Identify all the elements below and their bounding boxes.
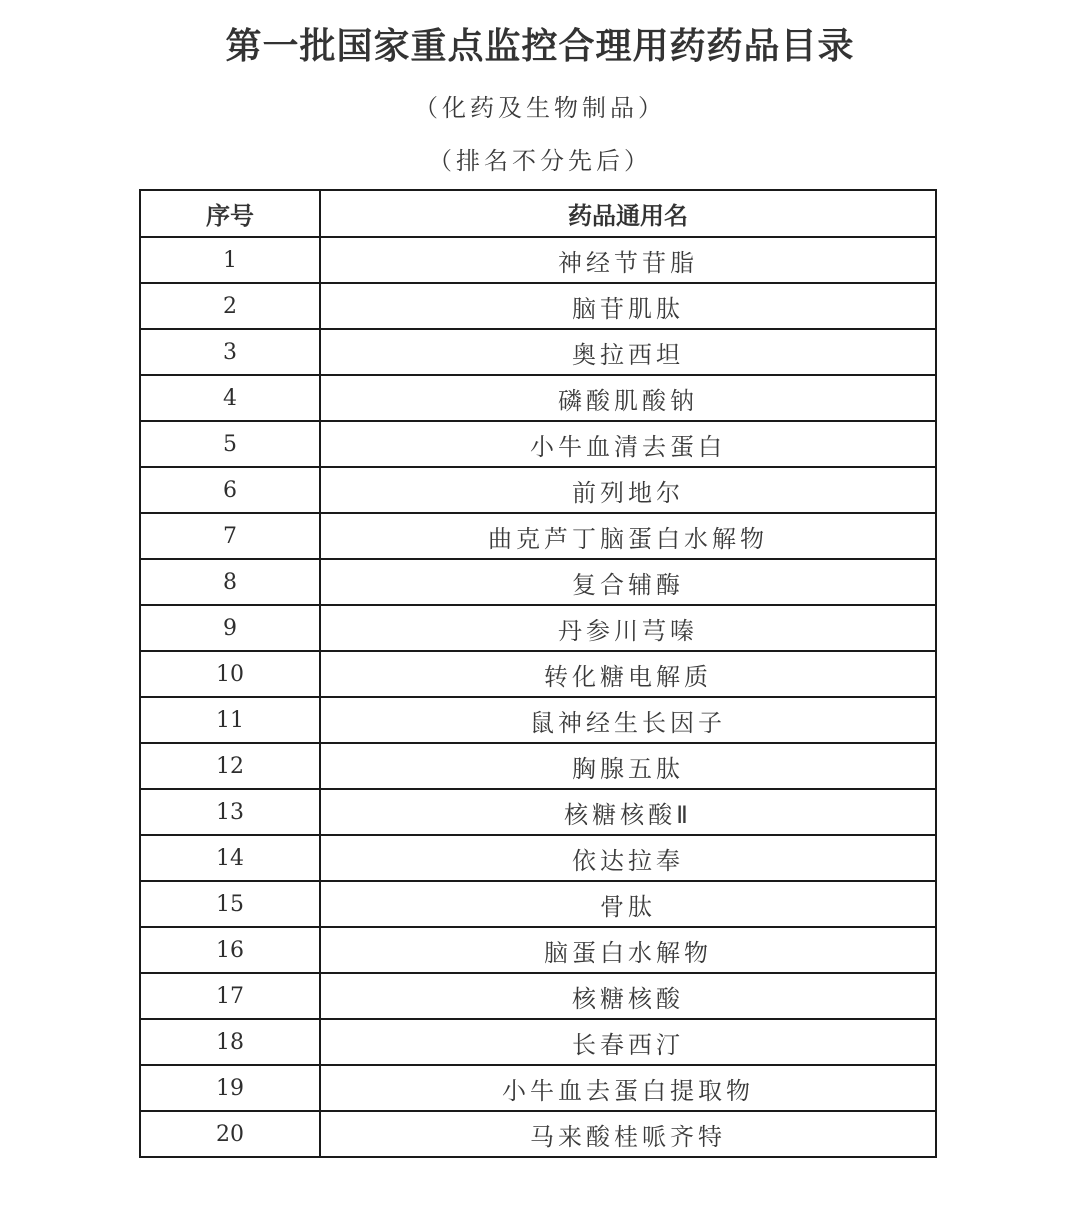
row-drug-name: 丹参川芎嗪 [320,605,936,651]
row-drug-name: 马来酸桂哌齐特 [320,1111,936,1157]
table-row [140,513,936,559]
table-row [140,927,936,973]
row-drug-name: 骨肽 [320,881,936,927]
row-serial-number: 17 [140,973,320,1019]
row-drug-name: 小牛血去蛋白提取物 [320,1065,936,1111]
row-drug-name: 脑蛋白水解物 [320,927,936,973]
drug-catalog-table [139,189,937,1158]
table-row [140,329,936,375]
row-serial-number: 14 [140,835,320,881]
table-row [140,1065,936,1111]
row-drug-name: 复合辅酶 [320,559,936,605]
table-row [140,651,936,697]
table-row [140,789,936,835]
row-serial-number: 8 [140,559,320,605]
row-serial-number: 18 [140,1019,320,1065]
row-serial-number: 12 [140,743,320,789]
row-serial-number: 11 [140,697,320,743]
row-serial-number: 10 [140,651,320,697]
row-serial-number: 7 [140,513,320,559]
document-subtitle-order-note: （排名不分先后） [428,147,652,175]
table-row [140,375,936,421]
header-serial-number: 序号 [140,190,320,237]
row-drug-name: 转化糖电解质 [320,651,936,697]
row-serial-number: 1 [140,237,320,283]
row-drug-name: 奥拉西坦 [320,329,936,375]
row-drug-name: 脑苷肌肽 [320,283,936,329]
row-drug-name: 核糖核酸Ⅱ [320,789,936,835]
table-row [140,1111,936,1157]
row-drug-name: 鼠神经生长因子 [320,697,936,743]
row-drug-name: 长春西汀 [320,1019,936,1065]
row-serial-number: 9 [140,605,320,651]
row-serial-number: 19 [140,1065,320,1111]
row-serial-number: 15 [140,881,320,927]
table-row [140,835,936,881]
row-serial-number: 4 [140,375,320,421]
table-row [140,283,936,329]
row-drug-name: 核糖核酸 [320,973,936,1019]
table-row [140,237,936,283]
row-drug-name: 磷酸肌酸钠 [320,375,936,421]
row-serial-number: 5 [140,421,320,467]
table-row [140,559,936,605]
row-drug-name: 神经节苷脂 [320,237,936,283]
table-row [140,743,936,789]
document-subtitle-category: （化药及生物制品） [414,94,666,122]
row-serial-number: 2 [140,283,320,329]
table-row [140,605,936,651]
table-row [140,467,936,513]
table-row [140,421,936,467]
row-drug-name: 依达拉奉 [320,835,936,881]
row-serial-number: 6 [140,467,320,513]
row-drug-name: 小牛血清去蛋白 [320,421,936,467]
row-drug-name: 曲克芦丁脑蛋白水解物 [320,513,936,559]
table-header-row [140,190,936,237]
table-row [140,973,936,1019]
row-drug-name: 胸腺五肽 [320,743,936,789]
row-drug-name: 前列地尔 [320,467,936,513]
document-title: 第一批国家重点监控合理用药药品目录 [225,26,855,67]
table-row [140,1019,936,1065]
table-row [140,881,936,927]
row-serial-number: 3 [140,329,320,375]
table-row [140,697,936,743]
row-serial-number: 16 [140,927,320,973]
row-serial-number: 13 [140,789,320,835]
header-generic-name: 药品通用名 [320,190,936,237]
row-serial-number: 20 [140,1111,320,1157]
table-body [140,237,936,1157]
